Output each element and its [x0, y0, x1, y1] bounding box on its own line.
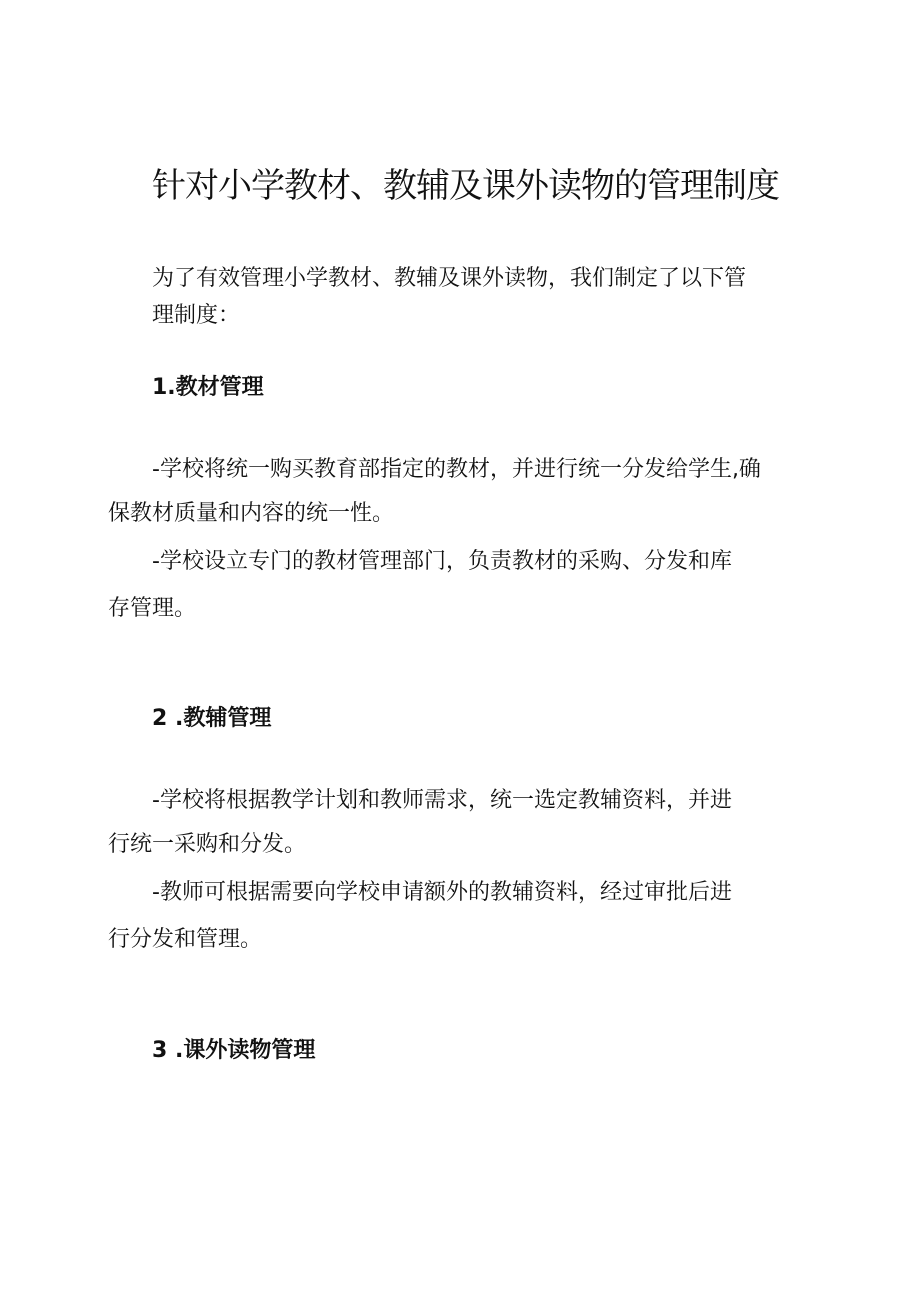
section-3-heading: 3 .课外读物管理	[152, 1038, 316, 1063]
section-2-item-2-line-2: 行分发和管理。	[108, 927, 263, 952]
section-1-item-1-line-1: -学校将统一购买教育部指定的教材，并进行统一分发给学生,确	[152, 457, 761, 482]
section-2-heading: 2 .教辅管理	[152, 706, 272, 731]
section-1-item-2-line-1: -学校设立专门的教材管理部门，负责教材的采购、分发和库	[152, 549, 732, 574]
section-1-item-1-line-2: 保教材质量和内容的统一性。	[108, 501, 395, 526]
section-2-item-1-line-2: 行统一采购和分发。	[108, 832, 307, 857]
section-2-item-2-line-1: -教师可根据需要向学校申请额外的教辅资料，经过审批后进	[152, 880, 732, 905]
intro-line-2: 理制度：	[152, 303, 241, 328]
section-1-item-2-line-2: 存管理。	[108, 596, 197, 621]
document-title: 针对小学教材、教辅及课外读物的管理制度	[152, 166, 779, 206]
section-1-heading: 1.教材管理	[152, 375, 264, 400]
intro-line-1: 为了有效管理小学教材、教辅及课外读物，我们制定了以下管	[152, 266, 747, 291]
section-2-item-1-line-1: -学校将根据教学计划和教师需求，统一选定教辅资料，并进	[152, 788, 732, 813]
